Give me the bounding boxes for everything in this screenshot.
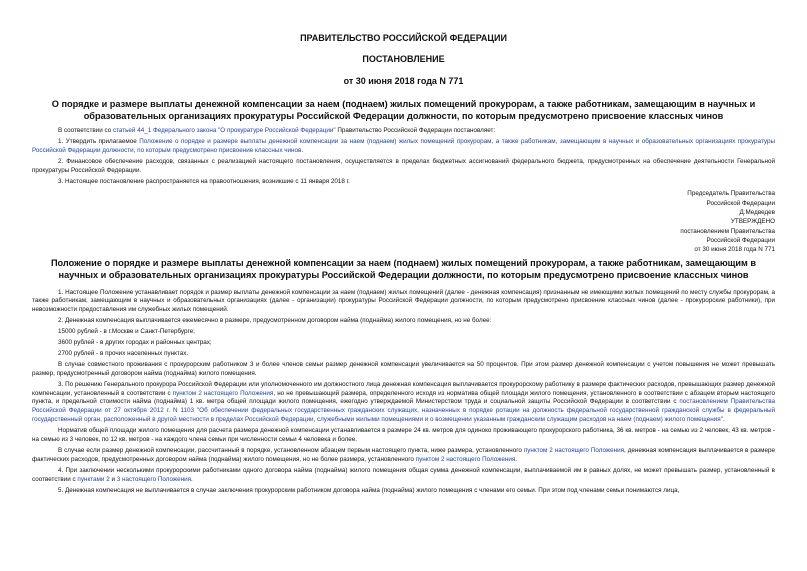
point-2-link[interactable]: пунктом 2 настоящего Положения (172, 389, 274, 397)
reg-paragraph-2: 2. Денежная компенсация выплачивается ежемесячно в размере, предусмотренном договором найма (поднайма) жилого помещения, но не более: (58, 317, 492, 325)
reg-paragraph-4: 4. При заключении несколькими прокурорскими работниками одного договора найма (поднайма) жилого помещения общая сумма денежной компенсации, выплачиваемой им в равных долях, не может превышать размер, установленный в соответствии с пунктами 2 и 3 настоящего Положения. (32, 466, 775, 483)
resolution-body (32, 127, 775, 186)
approval-date: от 30 июня 2018 года N 771 (694, 246, 775, 254)
regulation-link[interactable]: Положение о порядке и размере выплаты денежной компенсации за наем (поднаем) жилых помещений прокурорам, а также работникам, замещающим в научных и образовательных организациях прокуратуры Российской Федерации должности, по которым предусмотрено присвоение классных чинов (32, 137, 775, 154)
reg-rate-moscow: 15000 рублей - в г.Москве и Санкт-Петербурге; (58, 328, 195, 336)
reg-paragraph-5: 5. Денежная компенсация не выплачивается в случае заключения прокурорским работником договора найма (поднайма) жилого помещения с членами его семьи. При этом под членами семьи понимаются лица, (58, 486, 680, 494)
reg-area-norm: Норматив общей площади жилого помещения для расчета размера денежной компенсации устанавливается в размере 24 кв. метров для одиноко проживающего прокурорского работника, 36 кв. метров - на семью из 2 человек, 43 кв. метров - на семью из 3 человек, по 12 кв. метров - на каждого члена семьи при численности семьи 4 человека и более. (32, 427, 775, 444)
point-2-link[interactable]: пунктом 2 настоящего Положения (523, 447, 625, 455)
decree-1103-link[interactable]: постановлением Правительства Российской Федерации от 27 октября 2012 г. N 1103 "Об обеспечении федеральных государственных гражданских служащих, назначенных в порядке ротации на должность федеральной государственной гражданской службы в федеральный государственный орган, расположенный в другой местности в пределах Российской Федерации, служебными жилыми помещениями и о возмещении указанным гражданским служащим расходов на наем (поднаем) жилого помещения" (32, 398, 775, 424)
point-3-link[interactable]: 3 настоящего Положения (116, 475, 192, 483)
resolution-title: О порядке и размере выплаты денежной компенсации за наем (поднаем) жилых помещений прокурорам, а также работникам, замещающим в научных и образовательных организациях прокуратуры Российской Федерации должности, по которым предусмотрено присвоение классных чинов (51, 99, 756, 121)
date-line: от 30 июня 2018 года N 771 (343, 76, 464, 86)
approval-organization: Российской Федерации (706, 236, 775, 244)
reg-family-increase: В случае совместного проживания с прокурорским работником 3 и более членов семьи размер денежной компенсации увеличивается на 50 процентов. При этом размер денежной компенсации с учетом повышения не может превышать размер, предусмотренный договором найма (поднайма) жилого помещения. (32, 360, 775, 377)
law-link[interactable]: статьей 44_1 Федерального закона "О прокуратуре Российской Федерации" (112, 127, 336, 134)
government-heading: ПРАВИТЕЛЬСТВО РОССИЙСКОЙ ФЕДЕРАЦИИ (300, 33, 507, 43)
paragraph-3: 3. Настоящее постановление распространяется на правоотношения, возникшие с 11 января 2018 г. (58, 177, 350, 185)
regulation-title: Положение о порядке и размере выплаты денежной компенсации за наем (поднаем) жилых помещений прокурорам, а также работникам, замещающим в научных и образовательных организациях прокуратуры Российской Федерации должности, по которым предусмотрено присвоение классных чинов (50, 257, 757, 280)
approval-by: постановлением Правительства (680, 227, 775, 235)
reg-paragraph-1: 1. Настоящее Положение устанавливает порядок и размер выплаты денежной компенсации за наем (поднаем) жилых помещений (далее - денежная компенсация) признанным не имеющими жилых помещений по месту службы прокурорам, а также работникам, замещающим в научных и образовательных организациях (далее - организации) прокуратуры Российской Федерации должности, по которым предусмотрено присвоение классных чинов (далее - прокурорские работники), при невозможности предоставления им служебных жилых помещений. (32, 288, 775, 314)
points-2-link[interactable]: пунктами 2 (77, 475, 110, 483)
signature-block (32, 189, 775, 254)
reg-rate-other: 2700 рублей - в прочих населенных пунктах. (58, 349, 189, 357)
doc-type-heading: ПОСТАНОВЛЕНИЕ (362, 54, 445, 64)
paragraph-1: 1. Утвердить прилагаемое Положение о порядке и размере выплаты денежной компенсации за наем (поднаем) жилых помещений прокурорам, а также работникам, замещающим в научных и образовательных организациях прокуратуры Российской Федерации должности, по которым предусмотрено присвоение классных чинов. (32, 137, 775, 154)
approval-mark: УТВЕРЖДЕНО (730, 218, 775, 226)
regulation-body (32, 289, 775, 496)
reg-rate-cities: 3600 рублей - в других городах и районных центрах; (58, 339, 212, 347)
point-2-link[interactable]: пунктом 2 настоящего Положения (415, 455, 516, 463)
reg-lower-case: В случае если размер денежной компенсации, рассчитанный в порядке, установленном абзацем первым настоящего пункта, ниже размера, установленного пунктом 2 настоящего Положения, денежная компенсация выплачивается в размере фактических расходов, предусмотренных договором найма (поднайма) жилого помещения, но не более размера, установленного пунктом 2 настоящего Положения. (32, 447, 775, 463)
reg-paragraph-3: 3. По решению Генерального прокурора Российской Федерации или уполномоченного им должностного лица денежная компенсация выплачивается прокурорскому работнику в размере фактических расходов, превышающих размер денежной компенсации, установленный в соответствии с пунктом 2 настоящего Положения, но не превышающий размера, определенного исходя из норматива общей площади жилого помещения, установленного в соответствии с абзацем вторым настоящего пункта, и предельной стоимости найма (поднайма) 1 кв. метра общей площади жилого помещения, ежегодно утверждаемой Министерством труда и социальной защиты Российской Федерации в соответствии с постановлением Правительства Российской Федерации от 27 октября 2012 г. N 1103 "Об обеспечении федеральных государственных гражданских служащих, назначенных в порядке ротации на должность федеральной государственной гражданской службы в федеральный государственный орган, расположенный в другой местности в пределах Российской Федерации, служебными жилыми помещениями и о возмещении указанным гражданским служащим расходов на наем (поднаем) жилого помещения". (32, 380, 775, 424)
signature-name: Д.Медведев (739, 209, 775, 217)
paragraph-2: 2. Финансовое обеспечение расходов, связанных с реализацией настоящего постановления, осуществляется в пределах бюджетных ассигнований федерального бюджета, предусмотренных на обеспечение деятельности Генеральной прокуратуры Российской Федерации. (32, 157, 775, 174)
signature-position: Председатель Правительства (687, 190, 775, 198)
signature-organization: Российской Федерации (706, 199, 775, 207)
intro-paragraph: В соответствии со статьей 44_1 Федерального закона "О прокуратуре Российской Федерации" Правительство Российской Федерации постановляет: (58, 127, 496, 134)
